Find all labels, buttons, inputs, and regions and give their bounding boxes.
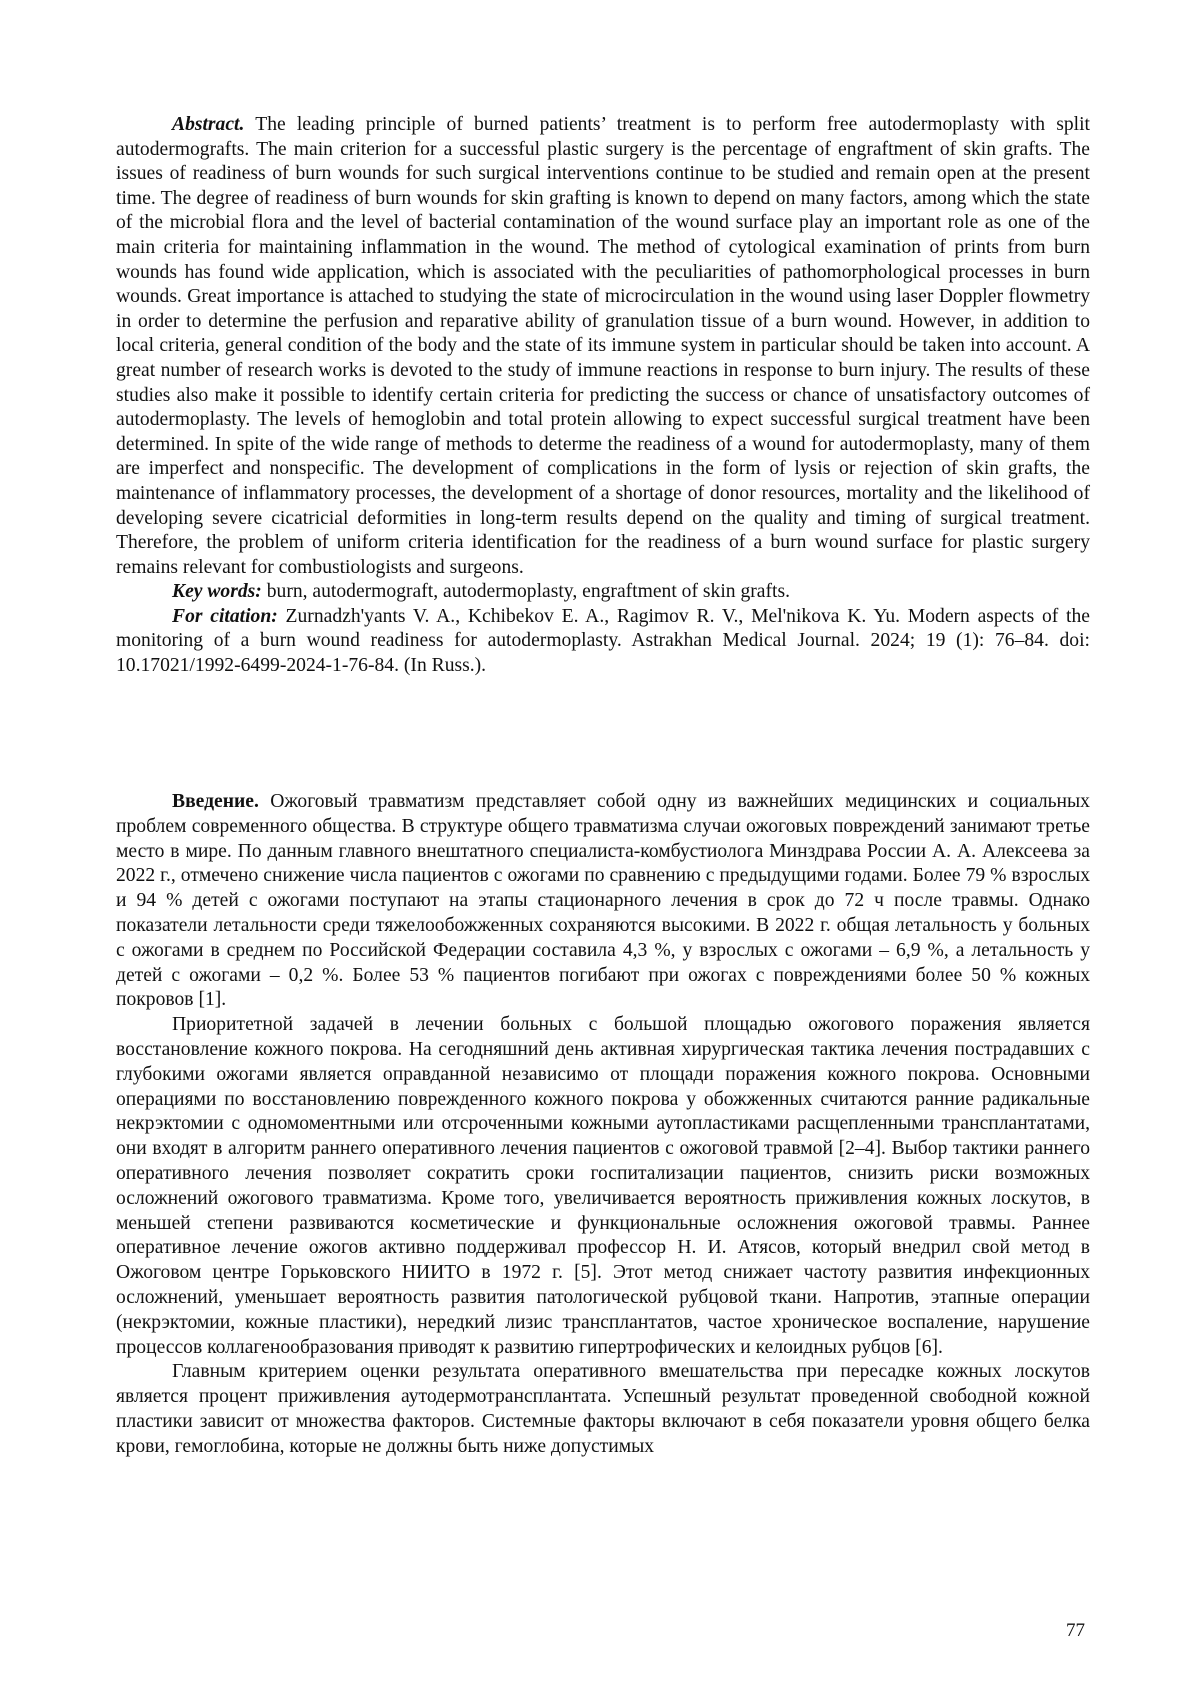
intro-paragraph-1 bbox=[116, 790, 1090, 1013]
abstract-text: The leading principle of burned patients’ treatment is to perform free autodermoplasty with split autodermografts. The main criterion for a successful plastic surgery is the percentage of engraftment of skin grafts. The issues of readiness of burn wounds for such surgical interventions continue to be studied and remain open at the present time. The degree of readiness of burn wounds for skin grafting is known to depend on many factors, among which the state of the microbial flora and the level of bacterial contamination of the wound surface play an important role as one of the main criteria for maintaining inflammation in the wound. The method of cytological examination of prints from burn wounds has found wide application, which is associated with the peculiarities of pathomorphological processes in burn wounds. Great importance is attached to studying the state of microcirculation in the wound using laser Doppler flowmetry in order to determine the perfusion and reparative ability of granulation tissue of a burn wound. However, in addition to local criteria, general condition of the body and the state of its immune system in particular should be taken into account. A great number of research works is devoted to the study of immune reactions in response to burn injury. The results of these studies also make it possible to identify certain criteria for predicting the success or chance of unsatisfactory outcomes of autodermoplasty. The levels of hemoglobin and total protein allowing to expect successful surgical treatment have been determined. In spite of the wide range of methods to determe the readiness of a wound for autodermoplasty, many of them are imperfect and nonspecific. The development of complications in the form of lysis or rejection of skin grafts, the maintenance of inflammatory processes, the development of a shortage of donor resources, mortality and the likelihood of developing severe cicatricial deformities in long-term results depend on the quality and timing of surgical treatment. Therefore, the problem of uniform criteria identification for the readiness of a burn wound surface for plastic surgery remains relevant for combustiologists and surgeons. bbox=[116, 114, 1090, 578]
abstract-paragraph bbox=[116, 113, 1090, 580]
abstract-section bbox=[116, 113, 1090, 679]
keywords-text: burn, autodermograft, autodermoplasty, engraftment of skin grafts. bbox=[266, 581, 790, 603]
intro-paragraph-1-text: Ожоговый травматизм представляет собой одну из важнейших медицинских и социальных проблем современного общества. В структуре общего травматизма случаи ожоговых повреждений занимают третье место в мире. По данным главного внештатного специалиста-комбустиолога Минздрава России А. А. Алексеева за 2022 г., отмечено снижение числа пациентов с ожогами по сравнению с предыдущими годами. Более 79 % взрослых и 94 % детей с ожогами поступают на этапы стационарного лечения в срок до 72 ч после травмы. Однако показатели летальности среди тяжелообожженных сохраняются высокими. В 2022 г. общая летальность у больных с ожогами в среднем по Российской Федерации составила 4,3 %, у взрослых с ожогами – 6,9 %, а летальность у детей с ожогами – 0,2 %. Более 53 % пациентов погибают при ожогах с повреждениями более 50 % кожных покровов [1]. bbox=[116, 791, 1090, 1011]
introduction-heading: Введение. bbox=[172, 791, 259, 812]
citation-text: Zurnadzh'yants V. A., Kchibekov E. A., Ragimov R. V., Mel'nikova K. Yu. Modern aspects of the monitoring of a burn wound readiness for autodermoplasty. Astrakhan Medical Journal. 2024; 19 (1): 76–84. doi: 10.17021/1992-6499-2024-1-76-84. (In Russ.). bbox=[116, 605, 1090, 677]
intro-paragraph-3: Главным критерием оценки результата оперативного вмешательства при пересадке кожных лоскутов является процент приживления аутодермотрансплантата. Успешный результат проведенной свободной кожной пластики зависит от множества факторов. Системные факторы включают в себя показатели уровня общего белка крови, гемоглобина, которые не должны быть ниже допустимых bbox=[116, 1361, 1090, 1457]
keywords-label: Key words: bbox=[172, 581, 262, 603]
introduction-section bbox=[116, 790, 1090, 1460]
citation-label: For citation: bbox=[172, 605, 278, 627]
abstract-label: Abstract. bbox=[172, 114, 245, 135]
citation-paragraph bbox=[116, 605, 1090, 679]
keywords-paragraph bbox=[116, 580, 1090, 605]
page-number: 77 bbox=[1066, 1620, 1085, 1641]
intro-paragraph-2: Приоритетной задачей в лечении больных с большой площадью ожогового поражения является восстановление кожного покрова. На сегодняшний день активная хирургическая тактика лечения пострадавших с глубокими ожогами является оправданной независимо от площади поражения кожного покрова. Основными операциями по восстановлению поврежденного кожного покрова у обожженных считаются ранние радикальные некрэктомии с одномоментными или отсроченными кожными аутопластиками расщепленными трансплантатами, они входят в алгоритм раннего оперативного лечения пациентов с ожоговой травмой [2–4]. Выбор тактики раннего оперативного лечения позволяет сократить сроки госпитализации пациентов, снизить риски возможных осложнений ожогового травматизма. Кроме того, увеличивается вероятность приживления кожных лоскутов, в меньшей степени развиваются косметические и функциональные осложнения ожоговой травмы. Раннее оперативное лечение ожогов активно поддерживал профессор Н. И. Атясов, который внедрил свой метод в Ожоговом центре Горьковского НИИТО в 1972 г. [5]. Этот метод снижает частоту развития инфекционных осложнений, уменьшает вероятность развития патологической рубцовой ткани. Напротив, этапные операции (некрэктомии, кожные пластики), нередкий лизис трансплантатов, частое хроническое воспаление, нарушение процессов коллагенообразования приводят к развитию гипертрофических и келоидных рубцов [6]. bbox=[116, 1014, 1090, 1358]
